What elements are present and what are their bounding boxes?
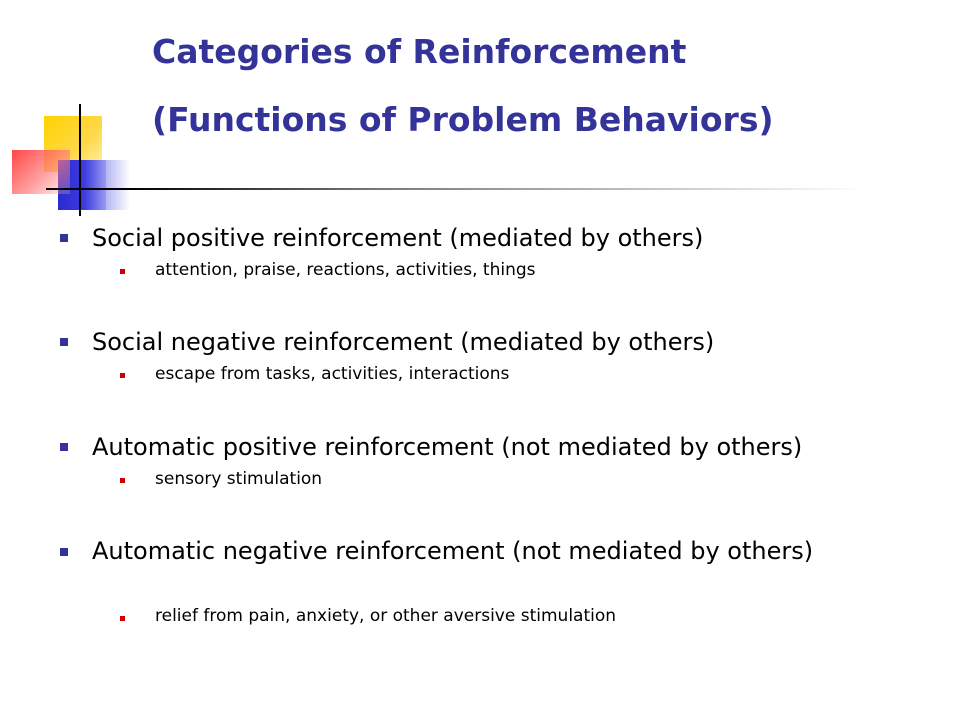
title-line-1: Categories of Reinforcement: [152, 32, 687, 71]
sub-bullet-marker: [120, 616, 125, 621]
sub-bullet-item: escape from tasks, activities, interactions: [155, 364, 510, 384]
bullet-marker: [60, 234, 68, 242]
sub-bullet-marker: [120, 478, 125, 483]
sub-bullet-item: attention, praise, reactions, activities, things: [155, 260, 536, 280]
sub-bullet-marker: [120, 373, 125, 378]
sub-bullet-item: relief from pain, anxiety, or other aversive stimulation: [155, 606, 617, 626]
bullet-item: Social positive reinforcement (mediated by others): [92, 224, 704, 252]
bullet-item: Social negative reinforcement (mediated by others): [92, 328, 715, 356]
sub-bullet-marker: [120, 269, 125, 274]
bullet-marker: [60, 443, 68, 451]
title-line-2: (Functions of Problem Behaviors): [152, 100, 774, 139]
bullet-marker: [60, 338, 68, 346]
bullet-item: Automatic positive reinforcement (not mediated by others): [92, 433, 803, 461]
bullet-item: Automatic negative reinforcement (not mediated by others): [92, 537, 814, 565]
sub-bullet-item: sensory stimulation: [155, 469, 323, 489]
bullet-marker: [60, 548, 68, 556]
